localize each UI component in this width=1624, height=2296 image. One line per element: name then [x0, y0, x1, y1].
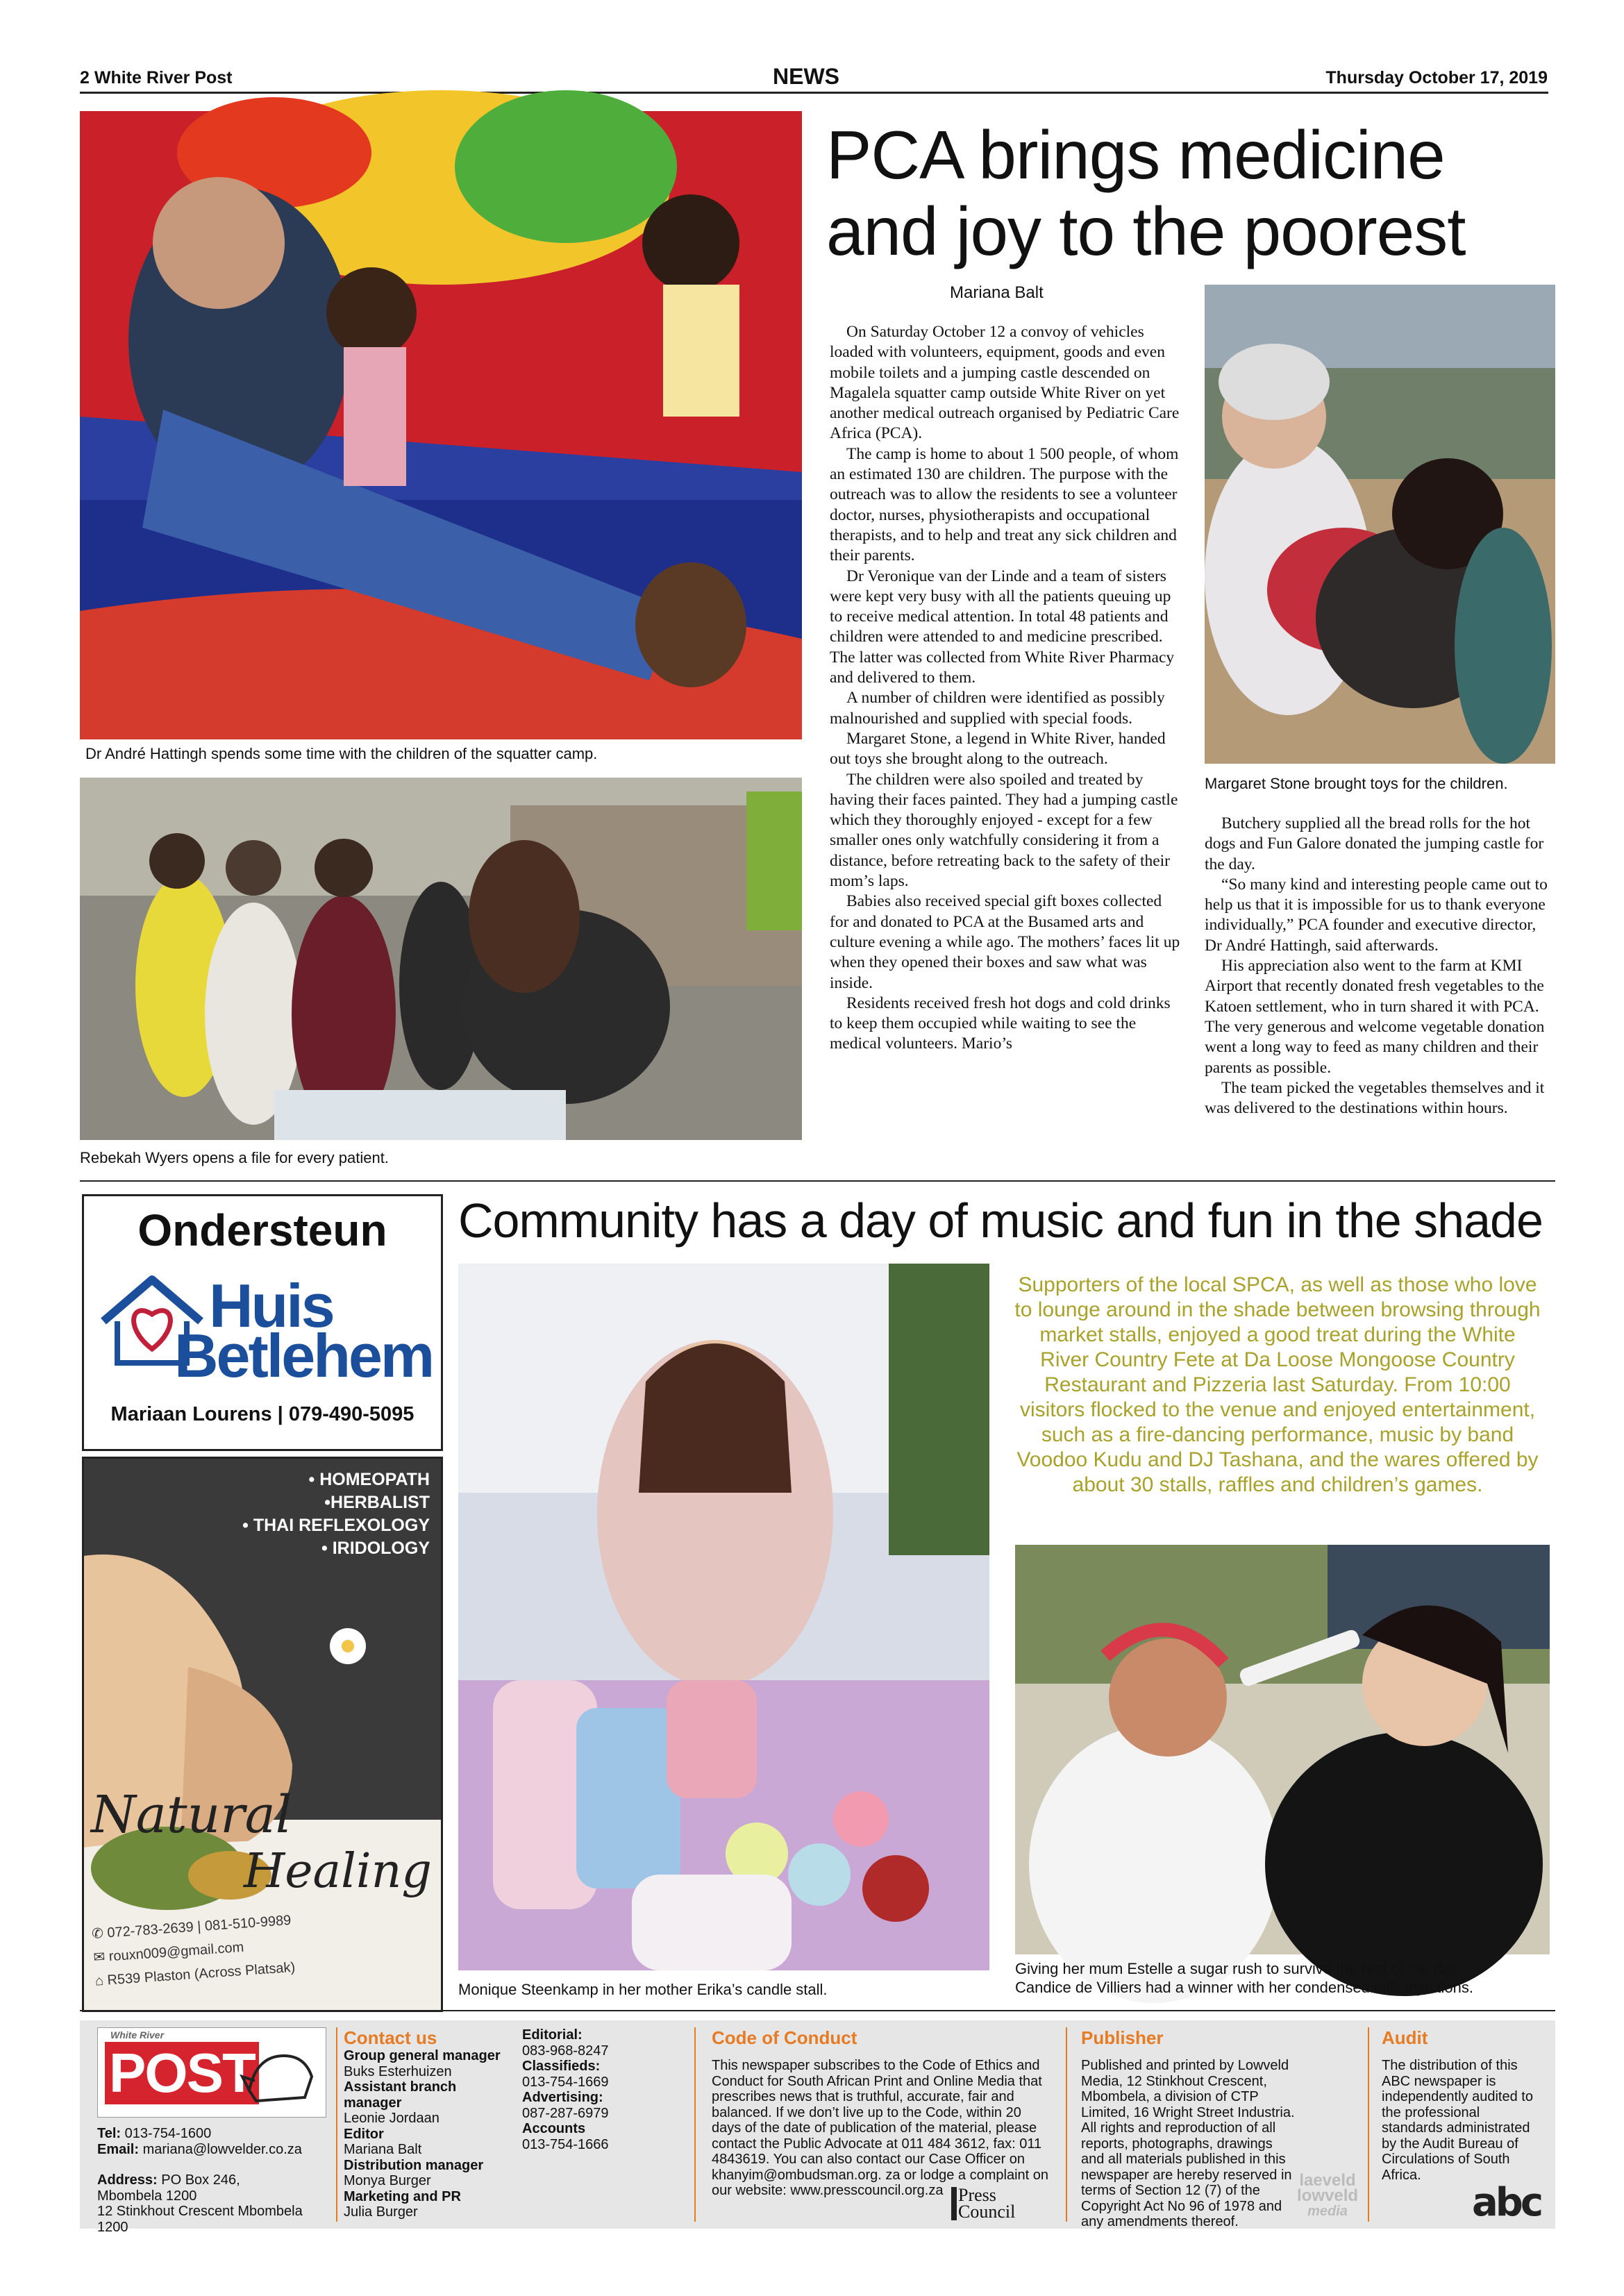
- contact-us-heading: Contact us: [344, 2027, 437, 2048]
- article-paragraph: Butchery supplied all the bread rolls for the hot dogs and Fun Galore donated the jumping castle for the day.: [1205, 814, 1544, 873]
- footer-contact-details: [97, 2126, 333, 2235]
- service-item: • HOMEOPATH: [308, 1470, 430, 1489]
- tel-value: 013-754-1600: [124, 2126, 212, 2141]
- ad-natural-contact: [91, 1909, 296, 1993]
- phone-number: 087-287-6979: [522, 2105, 609, 2121]
- address-line: Mbombela 1200: [97, 2188, 197, 2204]
- article1-column1: [830, 322, 1180, 1055]
- email-value: mariana@lowvelder.co.za: [142, 2141, 302, 2157]
- service-item: • THAI REFLEXOLOGY: [242, 1516, 430, 1535]
- press-council-line1: Press: [958, 2185, 996, 2205]
- ad-natural-services: [180, 1468, 430, 1560]
- footer-divider: [1066, 2027, 1067, 2222]
- article-paragraph: Residents received fresh hot dogs and cold drinks to keep them occupied while waiting to see the medical volunteers. Mario’s: [830, 994, 1171, 1053]
- service-item: •HERBALIST: [324, 1493, 430, 1512]
- article-paragraph: Dr Veronique van der Linde and a team of sisters were kept very busy with all the patients queuing up to receive medical attention. In total 48 patients and children were attended to and medicine prescribed. The latter was collected from White River Pharmacy and delivered to them.: [830, 567, 1175, 687]
- phone-number: 013-754-1669: [522, 2074, 609, 2090]
- photo-jumping-castle: [80, 111, 802, 739]
- home-icon: ⌂: [94, 1972, 104, 1989]
- phone-role: Classifieds:: [522, 2059, 601, 2074]
- photo-sugar-rush: [1015, 1545, 1550, 1954]
- lowveld-logo-line: laeveld: [1299, 2171, 1356, 2190]
- footer-divider: [694, 2027, 696, 2222]
- article-paragraph: The team picked the vegetables themselves and it was delivered to the destinations within hours.: [1205, 1078, 1545, 1118]
- staff-role: Editor: [344, 2126, 384, 2142]
- rhino-icon: [242, 2035, 319, 2111]
- ad-huis-betlehem: [82, 1194, 443, 1451]
- ad-natural-script2: Healing: [244, 1844, 432, 1899]
- footer-contact-us: [344, 2027, 514, 2220]
- staff-name: Leonie Jordaan: [344, 2111, 440, 2126]
- tel-label: Tel:: [97, 2126, 122, 2141]
- article-paragraph: On Saturday October 12 a convoy of vehicles loaded with volunteers, equipment, goods and even mobile toilets and a jumping castle descended on Magalela squatter camp outside White River on yet another medical outreach organised by Pediatric Care Africa (PCA).: [830, 323, 1180, 443]
- ad-huis-title: Ondersteun: [137, 1205, 387, 1255]
- lowveld-logo-line: media: [1307, 2204, 1348, 2219]
- footer-divider: [1368, 2027, 1369, 2222]
- ad-huis-contact: Mariaan Lourens | 079-490-5095: [110, 1403, 415, 1425]
- article2-intro: Supporters of the local SPCA, as well as those who love to lounge around in the shade between browsing through market stalls, enjoyed a good treat during the White River Country Fete at Da Loose Mongoose Country Restaurant and Pizzeria last Saturday. From 10:00 visitors flocked to the venue and enjoyed entertainment, such as a fire-dancing performance, music by band Voodoo Kudu and DJ Tashana, and the wares offered by about 30 stalls, raffles and children’s games.: [1014, 1273, 1541, 1496]
- phone-role: Editorial:: [522, 2027, 583, 2043]
- audit-heading: Audit: [1382, 2027, 1428, 2048]
- mail-icon: ✉: [92, 1949, 106, 1966]
- ad-phone: 072-783-2639 | 081-510-9989: [106, 1912, 292, 1941]
- email-label: Email:: [97, 2141, 140, 2157]
- staff-name: Julia Burger: [344, 2204, 418, 2220]
- photo-margaret-stone: [1205, 285, 1555, 764]
- caption-photo1: Dr André Hattingh spends some time with the children of the squatter camp.: [85, 745, 598, 762]
- footer-rule: [80, 2010, 1555, 2011]
- article-paragraph: The camp is home to about 1 500 people, of whom an estimated 130 are children. The purpose with the outreach was to allow the residents to see a volunteer doctor, nurses, physiotherapists and occupational therapists, and to help and treat any sick children and their parents.: [830, 444, 1179, 565]
- logo-small-text: White River: [110, 2029, 165, 2041]
- section-title: NEWS: [773, 64, 839, 89]
- ad-huis-logo-huis: Huis: [209, 1271, 333, 1340]
- header-rule: [80, 92, 1548, 94]
- ad-email: rouxn009@gmail.com: [108, 1939, 244, 1965]
- address-label: Address:: [97, 2172, 158, 2188]
- headline-line1: PCA brings medicine: [826, 117, 1445, 193]
- address-line: 12 Stinkhout Crescent Mbombela: [97, 2204, 303, 2219]
- coc-heading: Code of Conduct: [712, 2027, 857, 2048]
- publisher-text: Published and printed by Lowveld Media, 12 Stinkhout Crescent, Mbombela, a division of CTP Limited, 16 Wright Street Industria. All rights and reproduction of all reports, photographs, drawings and all materials published in this newspaper are hereby reserved in terms of Section 12 (7) of the Copyright Act No 96 of 1978 and any amendments thereof.: [1081, 2058, 1295, 2229]
- ad-address: R539 Plaston (Across Platsak): [106, 1959, 296, 1988]
- byline: Mariana Balt: [950, 283, 1044, 302]
- footer-divider: [336, 2027, 337, 2222]
- headline-pca: [826, 117, 1562, 269]
- phone-role: Accounts: [522, 2121, 586, 2136]
- ad-ref-number: 437235NC: [441, 1637, 451, 1681]
- ad-natural-healing: [82, 1457, 451, 2012]
- phone-role: Advertising:: [522, 2090, 603, 2105]
- photo-candle-stall: [458, 1264, 989, 1970]
- logo-big-text: POST: [105, 2042, 259, 2104]
- staff-role: Marketing and PR: [344, 2188, 461, 2204]
- staff-name: Buks Esterhuizen: [344, 2063, 452, 2079]
- phone-icon: ✆: [91, 1925, 104, 1942]
- caption-sugar-line1: Giving her mum Estelle a sugar rush to survive the rest of the day:: [1015, 1960, 1463, 1977]
- caption-sugar-rush: [1015, 1959, 1473, 1997]
- article-paragraph: Babies also received special gift boxes collected for and donated to PCA at the Busamed arts and culture evening a while ago. The mothers’ faces lit up when they opened their boxes and saw what was inside.: [830, 892, 1180, 992]
- publisher-heading: Publisher: [1081, 2027, 1164, 2048]
- article1-column2: [1205, 814, 1548, 1118]
- coc-text: This newspaper subscribes to the Code of Ethics and Conduct for South African Print and Online Media that prescribes news that is truthful, accurate, fair and balanced. If we don’t live up to the Code, within 20 days of the date of publication of the material, please contact the Public Advocate at 011 484 3612, fax: 011 4843619. You can also contact our Case Officer on khanyim@ombudsman.org. za or lodge a complaint on our website: www.presscouncil.org.za: [712, 2058, 1048, 2198]
- lowveld-logo-line: lowveld: [1297, 2186, 1359, 2205]
- staff-role: Group general manager: [344, 2048, 501, 2063]
- white-river-post-logo: [97, 2027, 326, 2118]
- headline-community: Community has a day of music and fun in the shade: [458, 1193, 1543, 1248]
- phone-number: 083-968-8247: [522, 2043, 609, 2059]
- caption-photo2: Rebekah Wyers opens a file for every patient.: [80, 1149, 389, 1166]
- article-paragraph: His appreciation also went to the farm at KMI Airport that recently donated fresh vegetables to the Katoen settlement, who in turn shared it with PCA. The very generous and welcome vegetable donation went a long way to feed as many children and their parents as possible.: [1205, 957, 1545, 1077]
- article-paragraph: “So many kind and interesting people came out to help us that it is impossible for us to thank everyone individually,” PCA founder and executive director, Dr André Hattingh, said afterwards.: [1205, 875, 1548, 955]
- abc-logo: abc: [1472, 2180, 1541, 2225]
- page-section-label: 2 White River Post: [80, 68, 233, 87]
- caption-photo3: Margaret Stone brought toys for the children.: [1205, 775, 1508, 792]
- press-council-mark: [951, 2187, 957, 2220]
- footer-phone-numbers: [522, 2027, 675, 2152]
- staff-role: Assistant branch manager: [344, 2079, 457, 2111]
- article-paragraph: The children were also spoiled and treated by having their faces painted. They had a jumping castle which they thoroughly enjoyed - except for a few smaller ones only watchfully considering it from a distance, before retreating back to the safety of their mom’s laps.: [830, 770, 1178, 891]
- address-line: 1200: [97, 2219, 128, 2235]
- issue-date: Thursday October 17, 2019: [1325, 68, 1548, 87]
- footer-audit: [1382, 2027, 1541, 2183]
- caption-candles: Monique Steenkamp in her mother Erika’s candle stall.: [458, 1981, 828, 1998]
- staff-role: Distribution manager: [344, 2157, 484, 2173]
- press-council-logo: [958, 2187, 1015, 2220]
- audit-text: The distribution of this ABC newspaper is independently audited to the professional standards administrated by the Audit Bureau of Circulations of South Africa.: [1382, 2058, 1533, 2183]
- headline-line2: and joy to the poorest: [826, 193, 1466, 269]
- address-line: PO Box 246,: [161, 2172, 240, 2188]
- lowveld-media-logo: [1297, 2173, 1358, 2219]
- staff-name: Monya Burger: [344, 2173, 431, 2188]
- staff-name: Mariana Balt: [344, 2142, 422, 2157]
- section-rule: [80, 1180, 1555, 1182]
- ad-natural-script1: Natural: [91, 1785, 292, 1845]
- phone-number: 013-754-1666: [522, 2136, 609, 2152]
- article-paragraph: A number of children were identified as possibly malnourished and supplied with special foods.: [830, 689, 1165, 728]
- ad-huis-logo-betlehem: Betlehem: [174, 1321, 433, 1390]
- press-council-line2: Council: [958, 2202, 1016, 2222]
- service-item: • IRIDOLOGY: [321, 1539, 430, 1558]
- article-paragraph: Margaret Stone, a legend in White River, handed out toys she brought along to the outreach.: [830, 729, 1166, 769]
- footer-code-of-conduct: [712, 2027, 1052, 2199]
- photo-patient-files: [80, 778, 802, 1140]
- caption-sugar-line2: Candice de Villiers had a winner with her condensed milk injections.: [1015, 1979, 1473, 1996]
